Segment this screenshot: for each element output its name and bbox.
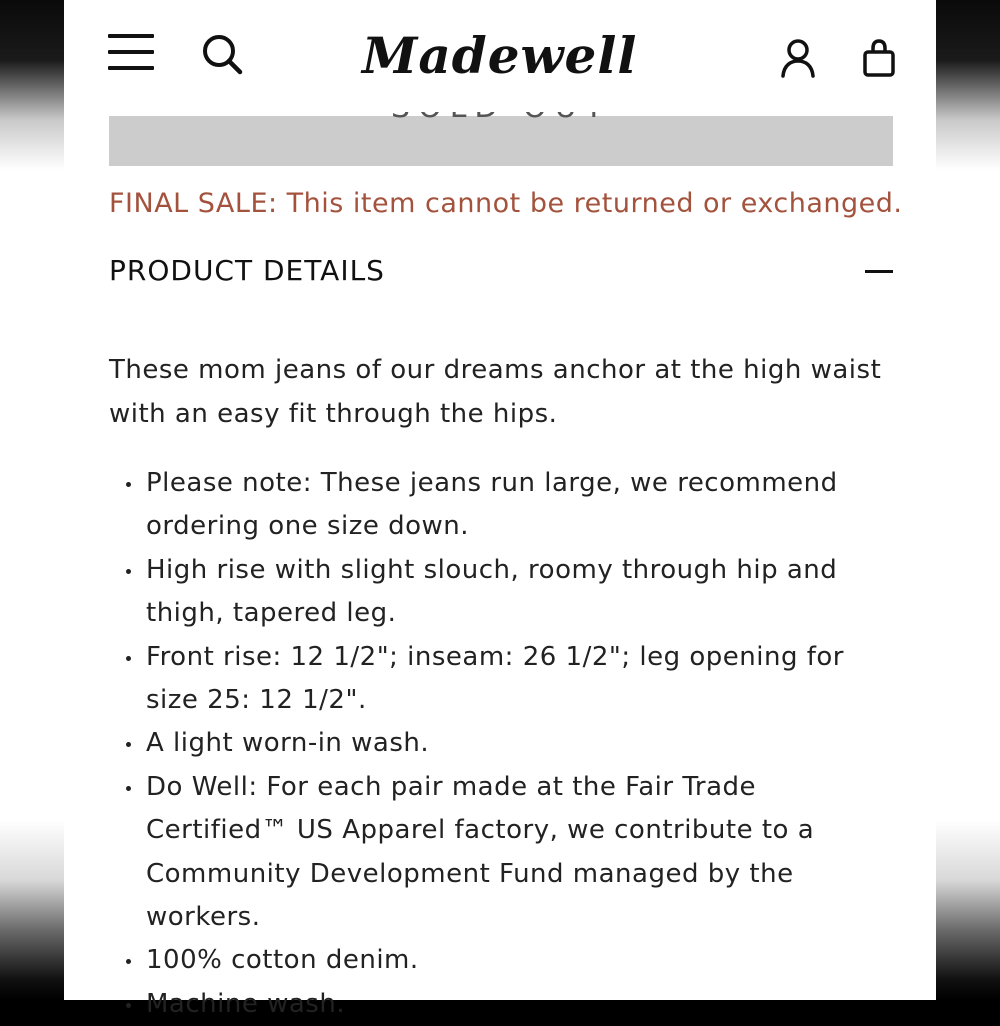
list-item: A light worn-in wash. [109,722,889,765]
search-icon[interactable] [200,32,244,76]
minus-icon[interactable] [865,270,893,273]
product-details-title: PRODUCT DETAILS [109,254,385,287]
shopping-bag-icon[interactable] [862,38,896,78]
final-sale-notice: FINAL SALE: This item cannot be returned or exchanged. [109,188,903,219]
product-details-list [109,462,889,1026]
product-details-toggle[interactable] [109,250,893,292]
list-item: Do Well: For each pair made at the Fair Trade Certified™ US Apparel factory, we contribute to a Community Development Fund managed by the workers. [109,766,889,940]
list-item: Front rise: 12 1/2"; inseam: 26 1/2"; leg opening for size 25: 12 1/2". [109,636,889,723]
brand-logo[interactable] [362,22,638,90]
list-item: Please note: These jeans run large, we recommend ordering one size down. [109,462,889,549]
sold-out-button[interactable] [109,116,893,166]
brand-logo-text: Madewell [362,26,638,85]
list-item: 100% cotton denim. [109,939,889,982]
site-header [64,0,936,112]
hamburger-menu-icon[interactable] [108,34,156,74]
product-description: These mom jeans of our dreams anchor at the high waist with an easy fit through the hips. [109,355,882,429]
list-item: Machine wash. [109,983,889,1026]
product-page [64,0,936,1019]
blurred-backdrop-left [0,0,64,1000]
blurred-backdrop-right [936,0,1000,1000]
account-icon[interactable] [780,38,816,78]
list-item: High rise with slight slouch, roomy through hip and thigh, tapered leg. [109,549,889,636]
